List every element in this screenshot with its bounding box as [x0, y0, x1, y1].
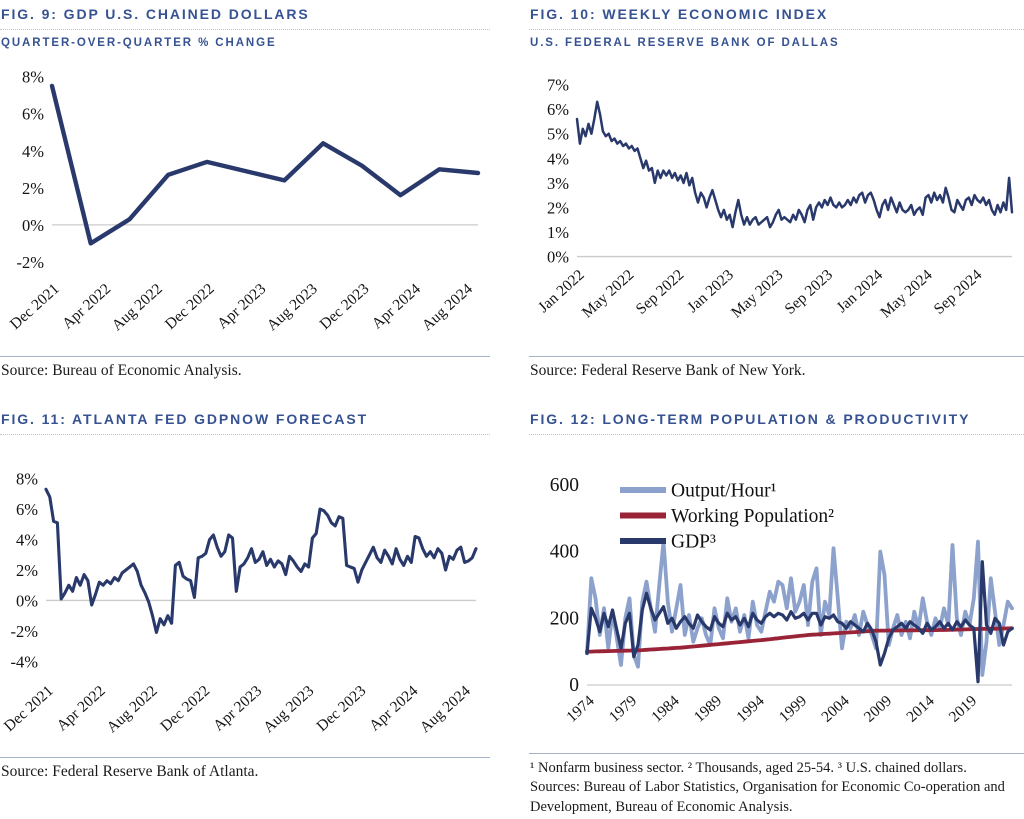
x-tick-label: May 2022 — [578, 266, 638, 322]
y-tick-label: 4% — [547, 149, 569, 169]
x-tick-label: Apr 2024 — [368, 280, 424, 333]
fig12-panel — [529, 405, 1024, 819]
y-tick-label: 0 — [569, 675, 579, 696]
series-line-1 — [587, 628, 1012, 651]
fig11-panel — [0, 405, 490, 819]
fig10-panel — [529, 0, 1024, 400]
x-tick-label: 1974 — [563, 692, 598, 726]
x-tick-label: Apr 2022 — [53, 682, 109, 735]
y-tick-label: 6% — [547, 100, 569, 120]
x-tick-label: Dec 2023 — [316, 280, 373, 334]
x-tick-label: Dec 2021 — [6, 280, 63, 334]
fig12-footnote: ¹ Nonfarm business sector. ² Thousands, aged 25-54. ³ U.S. chained dollars. Sources: Bureau of Labor Statistics, Organisation for Economic Co-operation and Development, Bureau of Economic Analysis. — [530, 760, 1005, 815]
fig9-panel — [0, 0, 490, 400]
x-tick-label: Apr 2023 — [210, 682, 266, 735]
x-tick-label: 2014 — [903, 692, 938, 726]
x-tick-label: May 2024 — [877, 266, 936, 322]
fig11-chart — [0, 453, 490, 763]
x-tick-label: Apr 2024 — [366, 682, 422, 735]
x-tick-label: May 2023 — [728, 266, 787, 322]
x-tick-label: 1999 — [775, 692, 811, 726]
x-tick-label: 2004 — [818, 692, 853, 726]
x-tick-label: Jan 2023 — [684, 266, 737, 317]
fig12-title: FIG. 12: LONG-TERM POPULATION & PRODUCTIVITY — [530, 411, 971, 427]
x-tick-label: Apr 2023 — [214, 280, 270, 333]
y-tick-label: 0% — [547, 247, 569, 267]
y-tick-label: -2% — [10, 621, 38, 641]
x-tick-label: 1984 — [648, 692, 683, 726]
legend-label: Output/Hour¹ — [671, 480, 777, 502]
fig10-title: FIG. 10: WEEKLY ECONOMIC INDEX — [530, 6, 829, 22]
fig10-source: Source: Federal Reserve Bank of New York. — [530, 362, 806, 379]
x-tick-label: Apr 2022 — [59, 280, 115, 333]
y-tick-label: 1% — [547, 222, 569, 242]
x-tick-label: 1979 — [605, 692, 641, 726]
fig9-subtitle: QUARTER-OVER-QUARTER % CHANGE — [1, 37, 277, 49]
y-tick-label: 5% — [547, 124, 569, 144]
fig11-source: Source: Federal Reserve Bank of Atlanta. — [1, 763, 259, 780]
y-tick-label: 4% — [16, 530, 38, 550]
x-tick-label: Aug 2024 — [418, 280, 476, 335]
y-tick-label: 2% — [16, 561, 38, 580]
x-tick-label: Dec 2022 — [161, 280, 218, 334]
fig12-bottom-rule — [529, 753, 1024, 754]
fig11-title-rule — [0, 434, 490, 435]
fig11-bottom-rule — [0, 757, 490, 758]
x-tick-label: Sep 2023 — [781, 266, 837, 318]
x-tick-label: Aug 2022 — [103, 682, 161, 737]
x-tick-label: Jan 2022 — [535, 266, 588, 317]
fig12-title-rule — [529, 434, 1024, 435]
x-tick-label: Sep 2022 — [632, 266, 688, 318]
series-line-0 — [577, 102, 1012, 227]
y-tick-label: 600 — [549, 475, 579, 496]
legend-label: GDP³ — [671, 531, 716, 553]
x-tick-label: 1989 — [690, 692, 726, 726]
y-tick-label: 4% — [22, 141, 44, 161]
y-tick-label: 0% — [22, 215, 44, 235]
x-tick-label: 2009 — [860, 692, 896, 726]
y-tick-label: 2% — [22, 178, 44, 198]
fig12-chart — [529, 453, 1024, 751]
fig9-title: FIG. 9: GDP U.S. CHAINED DOLLARS — [1, 6, 310, 22]
y-tick-label: 400 — [549, 541, 579, 563]
y-tick-label: 6% — [22, 104, 44, 124]
x-tick-label: Sep 2024 — [930, 266, 986, 318]
fig10-chart — [529, 52, 1024, 352]
y-tick-label: -2% — [16, 252, 44, 272]
x-tick-label: Dec 2023 — [313, 682, 370, 736]
y-tick-label: 2% — [547, 198, 569, 218]
fig10-subtitle: U.S. FEDERAL RESERVE BANK OF DALLAS — [530, 37, 840, 49]
x-tick-label: Aug 2023 — [260, 682, 318, 737]
fig10-title-rule — [529, 29, 1024, 30]
y-tick-label: 3% — [547, 173, 569, 193]
x-tick-label: 1994 — [733, 692, 768, 726]
fig9-title-rule — [0, 29, 490, 30]
fig9-bottom-rule — [0, 356, 490, 357]
x-tick-label: Jan 2024 — [833, 266, 887, 317]
y-tick-label: 0% — [16, 591, 38, 611]
x-tick-label: Dec 2021 — [0, 682, 57, 736]
fig9-source: Source: Bureau of Economic Analysis. — [1, 362, 242, 379]
y-tick-label: -4% — [10, 652, 38, 672]
fig9-chart — [0, 52, 490, 352]
fig10-bottom-rule — [529, 356, 1024, 357]
x-tick-label: Aug 2024 — [416, 682, 474, 737]
series-line-0 — [46, 489, 476, 632]
y-tick-label: 6% — [16, 500, 38, 520]
x-tick-label: Aug 2023 — [263, 280, 321, 335]
series-line-0 — [52, 86, 478, 244]
y-tick-label: 200 — [549, 608, 579, 630]
y-tick-label: 7% — [547, 75, 569, 95]
x-tick-label: 2019 — [945, 692, 981, 726]
x-tick-label: Dec 2022 — [157, 682, 214, 736]
legend-label: Working Population² — [671, 506, 834, 527]
x-tick-label: Aug 2022 — [108, 280, 166, 335]
y-tick-label: 8% — [16, 469, 38, 489]
fig11-title: FIG. 11: ATLANTA FED GDPNOW FORECAST — [1, 411, 369, 427]
y-tick-label: 8% — [22, 67, 44, 87]
